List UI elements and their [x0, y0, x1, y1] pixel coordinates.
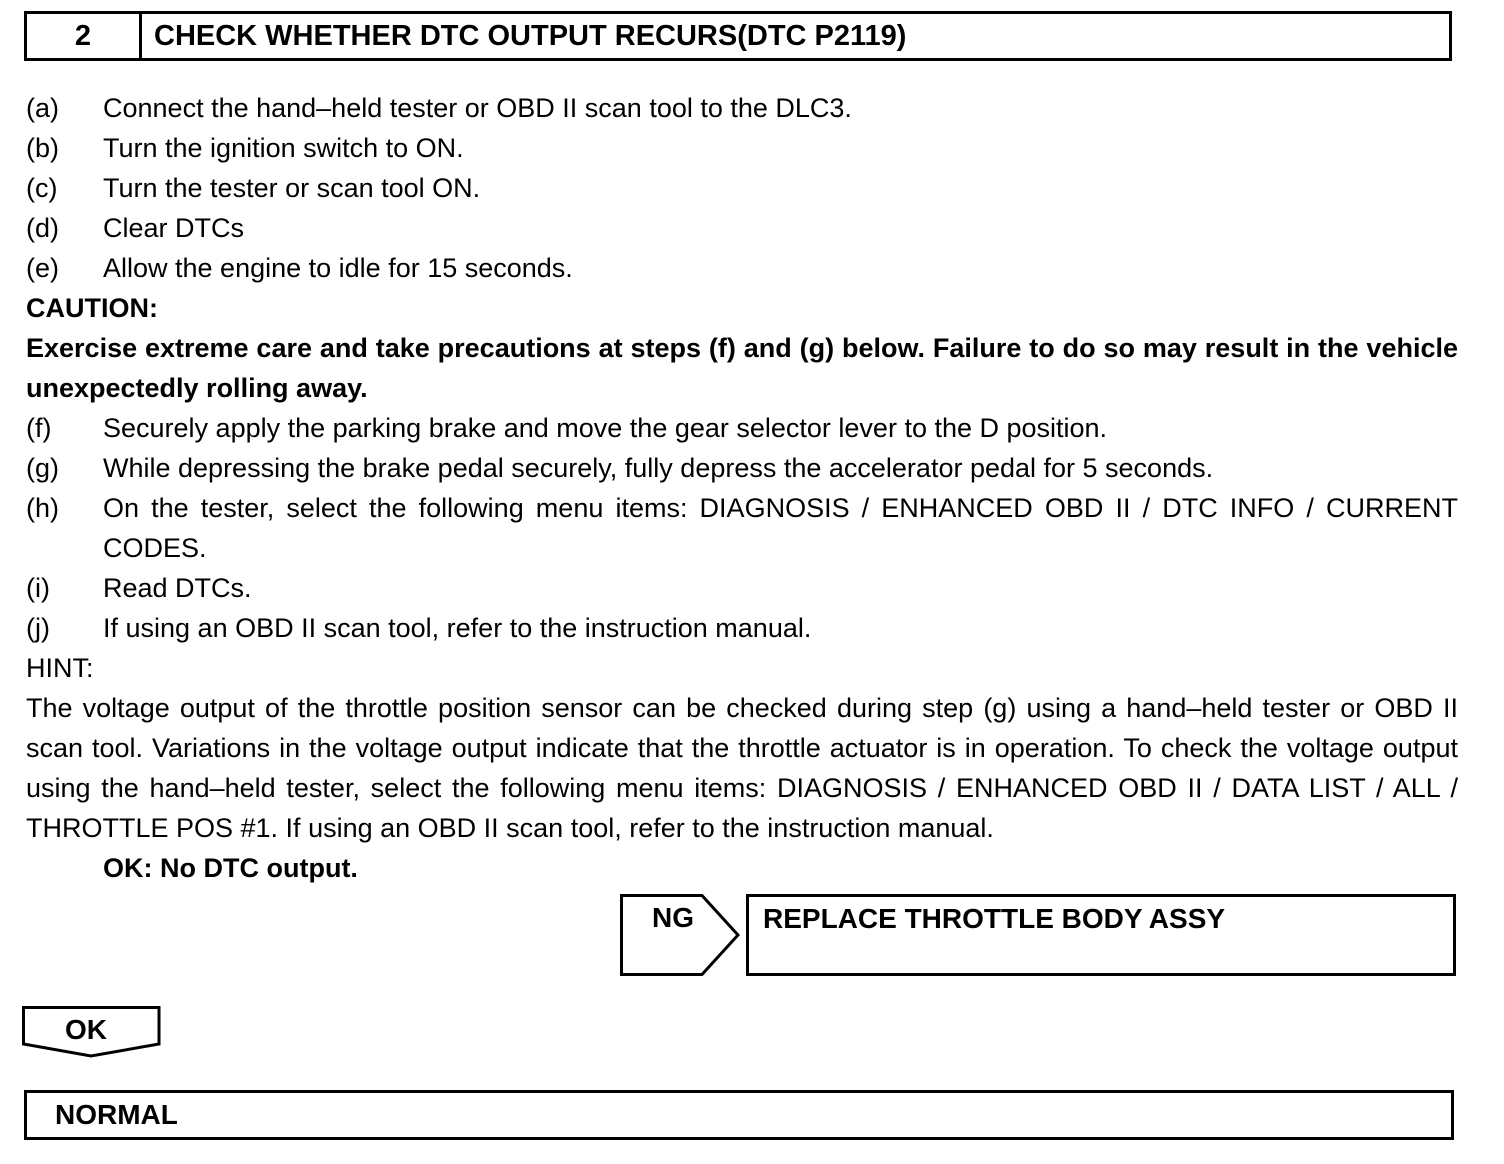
procedure-content — [26, 88, 1458, 888]
step-label: (d) — [26, 213, 59, 243]
step-item — [26, 408, 1458, 448]
step-text: If using an OBD II scan tool, refer to the instruction manual. — [103, 613, 812, 643]
step-label: (j) — [26, 613, 50, 643]
hint-text: The voltage output of the throttle position sensor can be checked during step (g) using a hand–held tester or OBD II scan tool. Variations in the voltage output indicate that the throttle actuator is in operation. To check the voltage output using the hand–held tester, select the following menu items: DIAGNOSIS / ENHANCED OBD II / DATA LIST / ALL / THROTTLE POS #1. If using an OBD II scan tool, refer to the instruction manual. — [26, 693, 1458, 843]
step-item — [26, 448, 1458, 488]
step-label: (h) — [26, 493, 59, 523]
ng-arrow-tag — [620, 894, 740, 976]
step-label: (a) — [26, 93, 59, 123]
step-text: Allow the engine to idle for 15 seconds. — [103, 253, 573, 283]
caution-heading: CAUTION: — [26, 293, 158, 323]
step-item — [26, 208, 1458, 248]
step-text: Connect the hand–held tester or OBD II scan tool to the DLC3. — [103, 93, 852, 123]
step-header — [24, 11, 1452, 61]
caution-text: Exercise extreme care and take precautions at steps (f) and (g) below. Failure to do so may result in the vehicle unexpectedly rolling away. — [26, 333, 1458, 403]
step-number: 2 — [27, 14, 142, 58]
step-text: Turn the ignition switch to ON. — [103, 133, 464, 163]
step-text: Clear DTCs — [103, 213, 245, 243]
ok-arrow-tag — [22, 1006, 162, 1058]
step-item — [26, 568, 1458, 608]
step-label: (g) — [26, 453, 59, 483]
step-text: Securely apply the parking brake and move the gear selector lever to the D position. — [103, 413, 1108, 443]
ng-label: NG — [652, 902, 694, 933]
result-box: NORMAL — [24, 1090, 1454, 1140]
step-item — [26, 248, 1458, 288]
ok-label: OK — [65, 1014, 107, 1045]
step-item — [26, 168, 1458, 208]
ok-condition: OK: No DTC output. — [103, 853, 358, 883]
ng-action-box: REPLACE THROTTLE BODY ASSY — [746, 894, 1456, 976]
step-label: (f) — [26, 413, 52, 443]
step-title: CHECK WHETHER DTC OUTPUT RECURS(DTC P2119) — [154, 19, 907, 52]
step-label: (i) — [26, 573, 50, 603]
step-item — [26, 608, 1458, 648]
step-item — [26, 488, 1458, 568]
step-text: On the tester, select the following menu items: DIAGNOSIS / ENHANCED OBD II / DTC INFO / CURRENT CODES. — [103, 493, 1458, 563]
hint-heading: HINT: — [26, 653, 94, 683]
step-label: (c) — [26, 173, 58, 203]
step-text: Turn the tester or scan tool ON. — [103, 173, 481, 203]
step-text: While depressing the brake pedal securely, fully depress the accelerator pedal for 5 seconds. — [103, 453, 1214, 483]
step-item — [26, 128, 1458, 168]
step-label: (e) — [26, 253, 59, 283]
step-item — [26, 88, 1458, 128]
step-label: (b) — [26, 133, 59, 163]
step-text: Read DTCs. — [103, 573, 252, 603]
